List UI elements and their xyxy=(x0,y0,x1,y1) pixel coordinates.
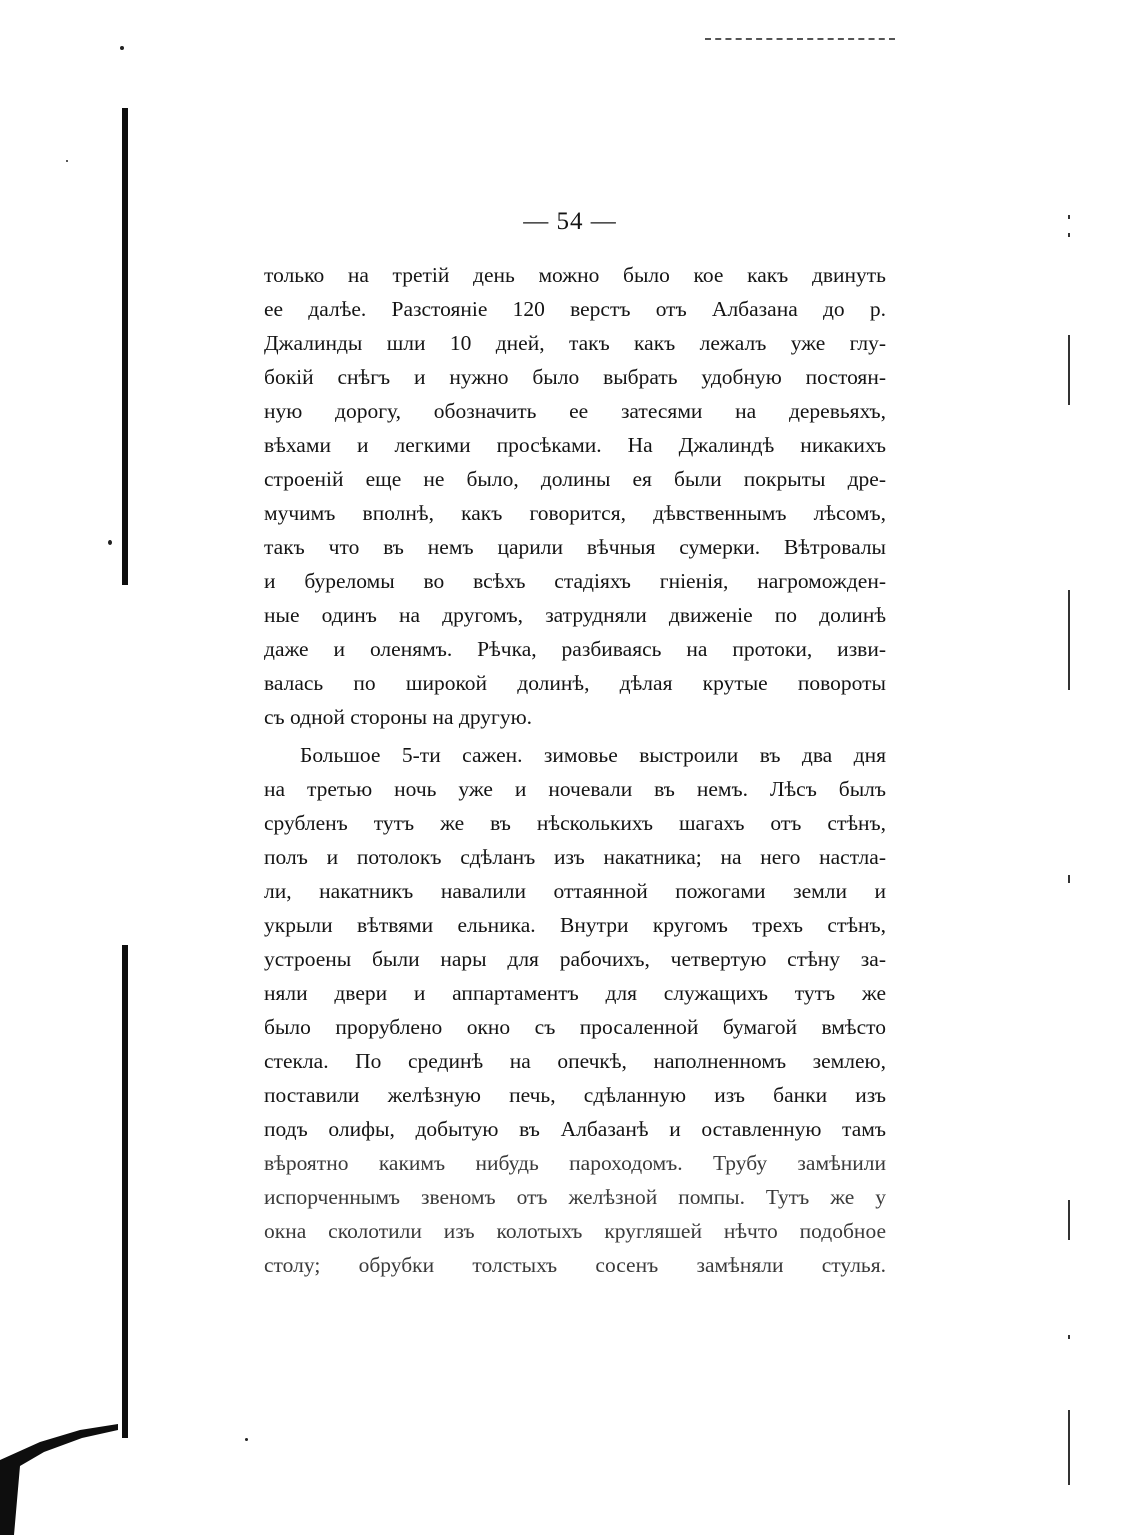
text-line: даже и оленямъ. Рѣчка, разбиваясь на протоки, изви- xyxy=(264,637,886,661)
paragraph xyxy=(264,258,886,734)
text-line: бокій снѣгъ и нужно было выбрать удобную постоян- xyxy=(264,365,886,389)
scan-right-margin-marks xyxy=(1068,215,1072,1495)
page-number: — 54 — xyxy=(523,208,617,235)
text-line: на третью ночь уже и ночевали въ немъ. Лѣсъ былъ xyxy=(264,777,886,801)
text-line: срубленъ тутъ же въ нѣсколькихъ шагахъ отъ стѣнъ, xyxy=(264,811,886,835)
text-line: только на третій день можно было кое какъ двинуть xyxy=(264,263,886,287)
text-line: устроены были нары для рабочихъ, четвертую стѣну за- xyxy=(264,947,886,971)
text-line: строеній еще не было, долины ея были покрыты дре- xyxy=(264,467,886,491)
text-line: стекла. По срединѣ на опечкѣ, наполненномъ землею, xyxy=(264,1049,886,1073)
text-line: съ одной стороны на другую. xyxy=(264,705,533,729)
scan-speck xyxy=(245,1438,248,1441)
body-text xyxy=(264,258,886,1282)
text-line: полъ и потолокъ сдѣланъ изъ накатника; на него настла- xyxy=(264,845,886,869)
scan-speck xyxy=(120,46,124,50)
text-line: няли двери и аппартаментъ для служащихъ тутъ же xyxy=(264,981,886,1005)
scan-top-dash xyxy=(705,38,895,43)
text-line: укрыли вѣтвями ельника. Внутри кругомъ трехъ стѣнъ, xyxy=(264,913,886,937)
text-line: Джалинды шли 10 дней, такъ какъ лежалъ уже глу- xyxy=(264,331,886,355)
text-line: и буреломы во всѣхъ стадіяхъ гніенія, нагроможден- xyxy=(264,569,886,593)
text-line: такъ что въ немъ царили вѣчныя сумерки. Вѣтровалы xyxy=(264,535,886,559)
text-line: окна сколотили изъ колотыхъ кругляшей нѣчто подобное xyxy=(264,1219,886,1243)
text-line: ную дорогу, обозначить ее затесями на деревьяхъ, xyxy=(264,399,886,423)
scan-corner-mark xyxy=(0,1420,130,1535)
text-line: валась по широкой долинѣ, дѣлая крутые повороты xyxy=(264,671,886,695)
text-line: мучимъ вполнѣ, какъ говорится, дѣвственнымъ лѣсомъ, xyxy=(264,501,886,525)
text-line: Большое 5-ти сажен. зимовье выстроили въ два дня xyxy=(300,743,886,767)
text-line: вѣхами и легкими просѣками. На Джалиндѣ никакихъ xyxy=(264,433,886,457)
scan-binding-gap xyxy=(120,585,130,945)
text-line: столу; обрубки толстыхъ сосенъ замѣняли стулья. xyxy=(264,1253,886,1277)
text-line: ли, накатникъ навалили оттаянной пожогами земли и xyxy=(264,879,886,903)
scan-speck xyxy=(66,160,68,162)
text-line: вѣроятно какимъ нибудь пароходомъ. Трубу замѣнили xyxy=(264,1151,886,1175)
text-line: испорченнымъ звеномъ отъ желѣзной помпы. Тутъ же у xyxy=(264,1185,886,1209)
scan-speck xyxy=(108,540,112,545)
text-line: было прорублено окно съ просаленной бумагой вмѣсто xyxy=(264,1015,886,1039)
paragraph xyxy=(264,738,886,1282)
text-line: ные одинъ на другомъ, затрудняли движеніе по долинѣ xyxy=(264,603,886,627)
text-line: подъ олифы, добытую въ Албазанѣ и оставленную тамъ xyxy=(264,1117,886,1141)
text-line: ее далѣе. Разстояніе 120 верстъ отъ Албазана до р. xyxy=(264,297,886,321)
text-line: поставили желѣзную печь, сдѣланную изъ банки изъ xyxy=(264,1083,886,1107)
